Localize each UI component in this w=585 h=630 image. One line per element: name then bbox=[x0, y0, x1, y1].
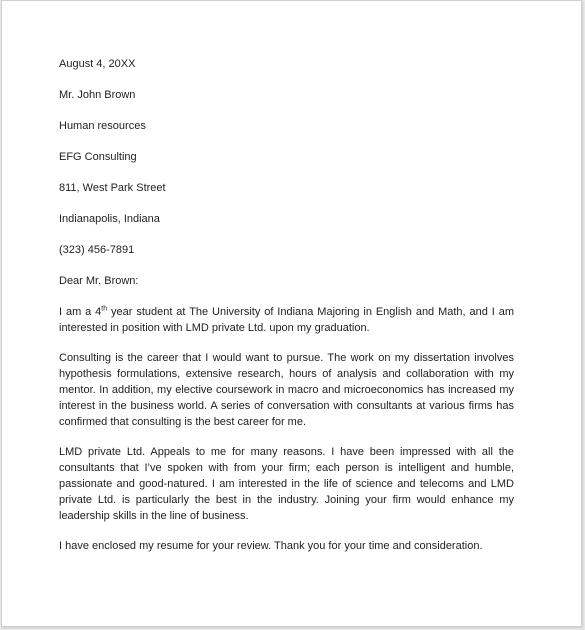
paragraph-company: LMD private Ltd. Appeals to me for many reasons. I have been impressed with all the consultants that I’ve spoken with from your firm; each person is intelligent and humble, passionate and good-natured. I am interested in the life of science and telecoms and LMD private Ltd. is particularly the best in the industry. Joining your firm would enhance my leadership skills in the line of business. bbox=[59, 446, 514, 522]
recipient-department: Human resources bbox=[59, 120, 146, 132]
paragraph-career: Consulting is the career that I would want to pursue. The work on my dissertation involves hypothesis formulations, extensive research, hours of analysis and collaboration with my mentor. In addition, my elective coursework in macro and microeconomics has increased my interest in the business world. A series of conversation with consultants at various firms has confirmed that consulting is the best career for me. bbox=[59, 352, 514, 428]
paragraph-intro-start: I am a 4 bbox=[59, 306, 102, 318]
letter-date: August 4, 20XX bbox=[59, 58, 136, 70]
recipient-city: Indianapolis, Indiana bbox=[59, 213, 160, 225]
recipient-street: 811, West Park Street bbox=[59, 182, 166, 194]
letter-body bbox=[59, 56, 514, 554]
paragraph-intro bbox=[59, 304, 514, 336]
paragraph-closing: I have enclosed my resume for your review. Thank you for your time and consideration. bbox=[59, 540, 483, 552]
ordinal-suffix: th bbox=[101, 305, 108, 313]
document-page bbox=[1, 0, 582, 627]
recipient-company: EFG Consulting bbox=[59, 151, 137, 163]
paragraph-intro-rest: year student at The University of Indiana Majoring in English and Math, and I am interested in position with LMD private Ltd. upon my graduation. bbox=[59, 306, 514, 334]
recipient-phone: (323) 456-7891 bbox=[59, 244, 135, 256]
salutation: Dear Mr. Brown: bbox=[59, 275, 139, 287]
recipient-name: Mr. John Brown bbox=[59, 89, 136, 101]
